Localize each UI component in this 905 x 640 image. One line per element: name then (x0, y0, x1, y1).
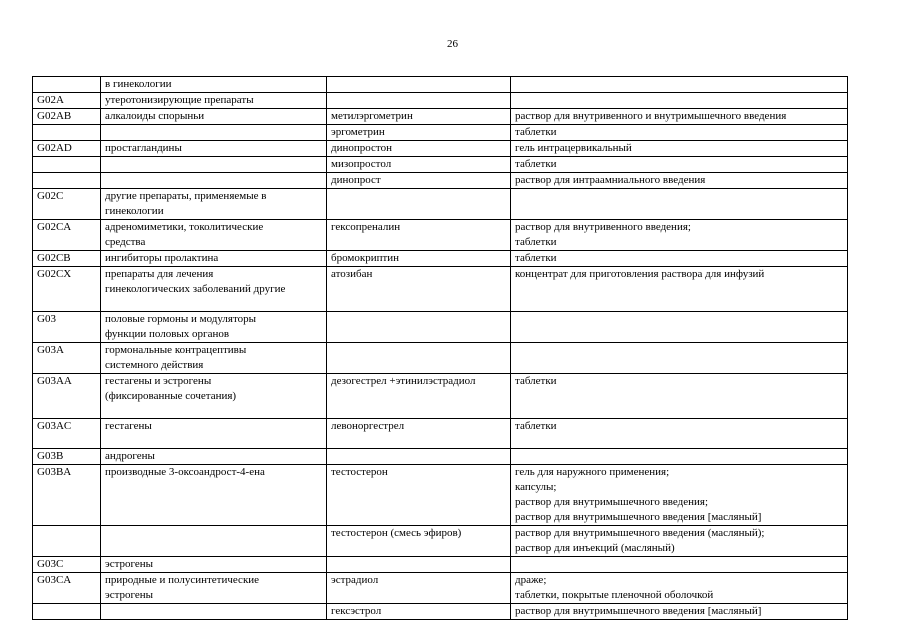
dosage-form-line: раствор для внутримышечного введения (масляный); (515, 527, 765, 539)
atc-code-cell (33, 251, 101, 267)
group-name-cell (101, 343, 327, 374)
table-row (33, 419, 848, 449)
dosage-form-line: раствор для внутримышечного введения [масляный] (515, 511, 762, 523)
drug-name-cell (327, 189, 511, 220)
group-name-cell (101, 312, 327, 343)
dosage-form-line: концентрат для приготовления раствора для инфузий (515, 268, 765, 280)
drug-name-line: левоноргестрел (331, 420, 405, 432)
group-name-line: производные 3-оксоандрост-4-ена (105, 466, 265, 478)
atc-code-cell (33, 573, 101, 604)
group-name-cell (101, 557, 327, 573)
group-name-line: (фиксированные сочетания) (105, 390, 237, 402)
group-name-cell (101, 220, 327, 251)
table-row (33, 267, 848, 312)
drug-name-line: гексопреналин (331, 221, 401, 233)
drug-name-line: эстрадиол (331, 574, 379, 586)
group-name-cell (101, 465, 327, 526)
drug-name-line: динопрост (331, 174, 381, 186)
dosage-form-line: раствор для внутривенного введения; (515, 221, 691, 233)
group-name-line: гинекологии (105, 205, 164, 217)
group-name-line: природные и полусинтетические (105, 574, 260, 586)
drug-name-cell (327, 173, 511, 189)
atc-code-cell (33, 189, 101, 220)
dosage-form-cell (511, 604, 848, 620)
drug-name-cell (327, 267, 511, 312)
atc-code-cell (33, 141, 101, 157)
drug-name-cell (327, 312, 511, 343)
dosage-form-cell (511, 109, 848, 125)
table-row (33, 251, 848, 267)
dosage-form-line: гель интрацервикальный (515, 142, 632, 154)
group-name-line: половые гормоны и модуляторы (105, 313, 257, 325)
group-name-line: гестагены (105, 420, 152, 432)
atc-code-text: G02C (37, 190, 64, 202)
group-name-line: андрогены (105, 450, 155, 462)
drug-name-cell (327, 125, 511, 141)
drug-name-cell (327, 77, 511, 93)
dosage-form-line: таблетки (515, 375, 557, 387)
atc-code-cell (33, 374, 101, 419)
drug-name-line: тестостерон (смесь эфиров) (331, 527, 462, 539)
group-name-cell (101, 93, 327, 109)
group-name-line: функции половых органов (105, 328, 230, 340)
atc-code-cell (33, 93, 101, 109)
table-row (33, 604, 848, 620)
atc-code-text: G03BA (37, 466, 72, 478)
atc-code-cell (33, 312, 101, 343)
dosage-form-cell (511, 77, 848, 93)
drug-name-cell (327, 573, 511, 604)
atc-code-text: G02CB (37, 252, 71, 264)
dosage-form-cell (511, 343, 848, 374)
atc-code-cell (33, 419, 101, 449)
table-row (33, 189, 848, 220)
table-row (33, 141, 848, 157)
group-name-cell (101, 267, 327, 312)
atc-code-text: G02CX (37, 268, 72, 280)
atc-code-text: G03A (37, 344, 64, 356)
atc-code-cell (33, 125, 101, 141)
drug-name-line: эргометрин (331, 126, 385, 138)
atc-code-cell (33, 449, 101, 465)
atc-code-text: G03CA (37, 574, 72, 586)
atc-code-cell (33, 465, 101, 526)
atc-code-cell (33, 526, 101, 557)
drug-table (32, 76, 848, 620)
group-name-cell (101, 419, 327, 449)
group-name-line: алкалоиды спорыньи (105, 110, 205, 122)
group-name-line: гестагены и эстрогены (105, 375, 212, 387)
group-name-line: средства (105, 236, 146, 248)
dosage-form-cell (511, 251, 848, 267)
table-row (33, 220, 848, 251)
drug-name-line: динопростон (331, 142, 392, 154)
dosage-form-cell (511, 189, 848, 220)
dosage-form-line: таблетки (515, 252, 557, 264)
group-name-cell (101, 173, 327, 189)
table-row (33, 173, 848, 189)
dosage-form-line: капсулы; (515, 481, 557, 493)
drug-name-line: метилэргометрин (331, 110, 413, 122)
group-name-cell (101, 157, 327, 173)
drug-name-cell (327, 526, 511, 557)
dosage-form-cell (511, 220, 848, 251)
group-name-line: гормональные контрацептивы (105, 344, 247, 356)
group-name-line: утеротонизирующие препараты (105, 94, 254, 106)
dosage-form-line: гель для наружного применения; (515, 466, 670, 478)
group-name-line: другие препараты, применяемые в (105, 190, 267, 202)
table-row (33, 125, 848, 141)
atc-code-cell (33, 157, 101, 173)
dosage-form-line: таблетки (515, 126, 557, 138)
dosage-form-cell (511, 526, 848, 557)
table-row (33, 157, 848, 173)
dosage-form-cell (511, 557, 848, 573)
dosage-form-cell (511, 465, 848, 526)
atc-code-text: G02AB (37, 110, 72, 122)
table-row (33, 465, 848, 526)
dosage-form-cell (511, 573, 848, 604)
atc-code-text: G03AA (37, 375, 72, 387)
dosage-form-cell (511, 93, 848, 109)
dosage-form-cell (511, 374, 848, 419)
group-name-cell (101, 604, 327, 620)
group-name-cell (101, 109, 327, 125)
drug-name-cell (327, 419, 511, 449)
drug-name-cell (327, 220, 511, 251)
dosage-form-cell (511, 419, 848, 449)
group-name-cell (101, 526, 327, 557)
dosage-form-line: таблетки, покрытые пленочной оболочкой (515, 589, 714, 601)
drug-name-cell (327, 251, 511, 267)
atc-code-cell (33, 604, 101, 620)
dosage-form-cell (511, 173, 848, 189)
drug-name-line: атозибан (331, 268, 373, 280)
drug-name-cell (327, 109, 511, 125)
dosage-form-cell (511, 267, 848, 312)
table-row (33, 109, 848, 125)
atc-code-text: G02AD (37, 142, 72, 154)
drug-name-cell (327, 557, 511, 573)
group-name-cell (101, 449, 327, 465)
atc-code-cell (33, 557, 101, 573)
atc-code-cell (33, 173, 101, 189)
dosage-form-line: раствор для интраамниального введения (515, 174, 706, 186)
drug-name-line: дезогестрел +этинилэстрадиол (331, 375, 476, 387)
page-number: 26 (447, 38, 458, 50)
atc-code-text: G03B (37, 450, 64, 462)
dosage-form-cell (511, 141, 848, 157)
table-row (33, 343, 848, 374)
dosage-form-line: таблетки (515, 420, 557, 432)
group-name-cell (101, 189, 327, 220)
table-row (33, 77, 848, 93)
atc-code-text: G03C (37, 558, 64, 570)
atc-code-text: G02A (37, 94, 64, 106)
group-name-line: эстрогены (105, 558, 154, 570)
table-body (33, 77, 848, 620)
group-name-line: ингибиторы пролактина (105, 252, 219, 264)
dosage-form-line: таблетки (515, 236, 557, 248)
drug-name-cell (327, 465, 511, 526)
atc-code-cell (33, 220, 101, 251)
dosage-form-line: таблетки (515, 158, 557, 170)
dosage-form-cell (511, 125, 848, 141)
group-name-line: системного действия (105, 359, 204, 371)
table-row (33, 93, 848, 109)
drug-name-cell (327, 374, 511, 419)
atc-code-cell (33, 267, 101, 312)
group-name-cell (101, 141, 327, 157)
table-row (33, 449, 848, 465)
table-row (33, 526, 848, 557)
drug-name-line: мизопростол (331, 158, 392, 170)
dosage-form-line: раствор для внутривенного и внутримышечного введения (515, 110, 787, 122)
dosage-form-line: раствор для инъекций (масляный) (515, 542, 675, 554)
dosage-form-line: раствор для внутримышечного введения; (515, 496, 709, 508)
drug-name-cell (327, 343, 511, 374)
drug-name-line: гексэстрол (331, 605, 382, 617)
group-name-line: в гинекологии (105, 78, 172, 90)
group-name-cell (101, 77, 327, 93)
dosage-form-cell (511, 449, 848, 465)
group-name-line: эстрогены (105, 589, 154, 601)
atc-code-cell (33, 109, 101, 125)
drug-name-cell (327, 604, 511, 620)
table-row (33, 312, 848, 343)
drug-name-line: тестостерон (331, 466, 388, 478)
group-name-cell (101, 573, 327, 604)
group-name-line: адреномиметики, токолитические (105, 221, 264, 233)
drug-name-cell (327, 141, 511, 157)
atc-code-text: G03 (37, 313, 56, 325)
drug-name-cell (327, 93, 511, 109)
atc-code-cell (33, 343, 101, 374)
atc-code-text: G03AC (37, 420, 72, 432)
atc-code-text: G02CA (37, 221, 72, 233)
group-name-line: простагландины (105, 142, 182, 154)
drug-name-cell (327, 449, 511, 465)
dosage-form-cell (511, 312, 848, 343)
table-row (33, 573, 848, 604)
dosage-form-line: драже; (515, 574, 547, 586)
drug-name-cell (327, 157, 511, 173)
atc-code-cell (33, 77, 101, 93)
group-name-cell (101, 251, 327, 267)
group-name-cell (101, 125, 327, 141)
dosage-form-cell (511, 157, 848, 173)
group-name-cell (101, 374, 327, 419)
table-row (33, 557, 848, 573)
group-name-line: препараты для лечения (105, 268, 214, 280)
table-row (33, 374, 848, 419)
dosage-form-line: раствор для внутримышечного введения [масляный] (515, 605, 762, 617)
group-name-line: гинекологических заболеваний другие (105, 283, 286, 295)
drug-name-line: бромокриптин (331, 252, 400, 264)
